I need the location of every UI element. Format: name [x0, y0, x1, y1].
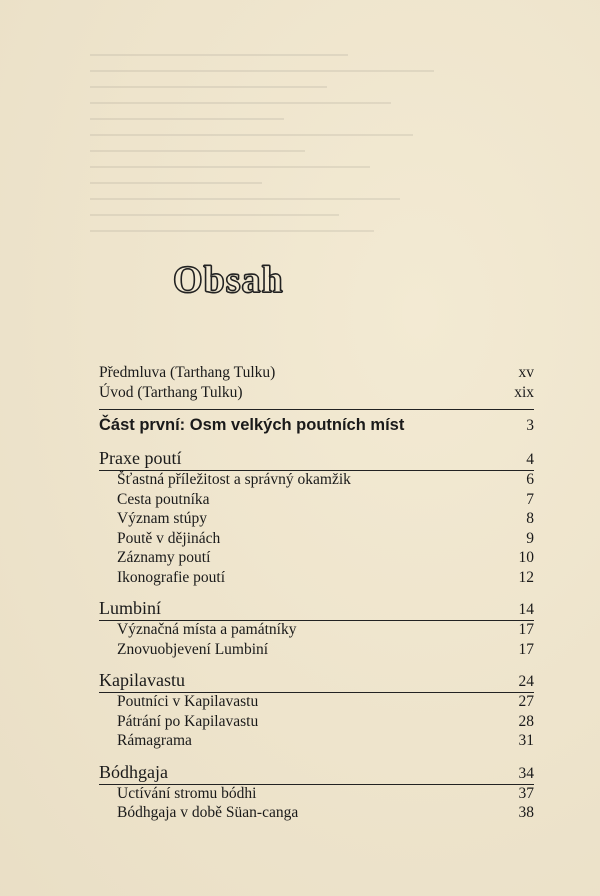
toc-entry[interactable] [99, 569, 534, 589]
toc-entry-label: Poutě v dějinách [117, 529, 221, 547]
toc-entry[interactable] [99, 785, 534, 805]
toc-entry-page: 10 [518, 549, 534, 566]
toc-chapter-page: 24 [518, 673, 534, 690]
toc-entry-page: 27 [518, 693, 534, 710]
toc-entry[interactable] [99, 641, 534, 661]
toc-chapter-label: Lumbiní [99, 598, 161, 618]
toc-chapter-label: Bódhgaja [99, 761, 168, 782]
toc-entry-label: Cesta poutníka [117, 490, 210, 508]
toc-chapter-page: 14 [518, 601, 534, 618]
toc-entry-label: Pátrání po Kapilavastu [117, 712, 259, 730]
toc-chapter-heading[interactable] [99, 448, 534, 471]
toc-chapter-heading[interactable] [99, 670, 534, 693]
toc-entry-label: Ikonografie poutí [117, 568, 226, 586]
toc-entry-page: 28 [518, 712, 534, 730]
toc-chapter-heading[interactable] [99, 762, 534, 785]
toc-entry-label: Znovuobjevení Lumbiní [117, 640, 269, 658]
toc-entry-page: 38 [518, 804, 534, 821]
toc-chapter-page: 4 [526, 451, 534, 468]
toc-chapter [99, 762, 534, 824]
toc-entry-label: Záznamy poutí [117, 549, 211, 566]
toc-entry[interactable] [99, 530, 534, 550]
toc-entry-page: 8 [526, 510, 534, 527]
toc-part-heading[interactable] [99, 416, 534, 440]
toc-entry-page: 9 [526, 529, 534, 547]
toc-chapter-label: Kapilavastu [99, 670, 185, 690]
page-title: Obsah [173, 259, 284, 301]
toc-entry-page: xix [514, 383, 534, 401]
toc-chapter-label: Praxe poutí [99, 448, 182, 468]
toc-entry-page: 31 [518, 732, 534, 749]
toc-chapter [99, 670, 534, 752]
toc-entry[interactable] [99, 713, 534, 733]
toc-entry-label: Předmluva (Tarthang Tulku) [99, 364, 276, 381]
toc-entry-label: Bódhgaja v době Süan-canga [117, 804, 299, 821]
toc-entry[interactable] [99, 804, 534, 824]
toc-entry-page: 17 [518, 621, 534, 638]
toc-entry-page: 7 [526, 490, 534, 508]
toc-entry[interactable] [99, 471, 534, 491]
toc-entry[interactable] [99, 510, 534, 530]
toc-entry-label: Uctívání stromu bódhi [117, 784, 257, 802]
toc-part-label: Část první: Osm velkých poutních míst [99, 416, 405, 434]
toc-entry[interactable] [99, 693, 534, 713]
toc-entry[interactable] [99, 549, 534, 569]
toc-entry-label: Šťastná příležitost a správný okamžik [117, 471, 351, 488]
table-of-contents [99, 364, 534, 824]
toc-entry-page: 17 [518, 640, 534, 658]
toc-entry[interactable] [99, 732, 534, 752]
toc-entry[interactable] [99, 384, 534, 404]
toc-entry-label: Význačná místa a památníky [117, 621, 297, 638]
toc-entry-label: Rámagrama [117, 732, 192, 749]
toc-entry-label: Poutníci v Kapilavastu [117, 693, 259, 710]
toc-entry-page: xv [518, 364, 534, 381]
toc-entry-page: 12 [518, 568, 534, 586]
toc-part-page: 3 [526, 417, 534, 434]
toc-entry[interactable] [99, 621, 534, 641]
toc-entry-label: Úvod (Tarthang Tulku) [99, 383, 243, 401]
part-divider [99, 409, 534, 410]
toc-entry-page: 6 [526, 471, 534, 488]
toc-chapter [99, 598, 534, 660]
toc-entry-page: 37 [518, 784, 534, 802]
toc-chapter-heading[interactable] [99, 598, 534, 621]
toc-entry-label: Význam stúpy [117, 510, 207, 527]
toc-entry[interactable] [99, 364, 534, 384]
toc-chapter [99, 448, 534, 588]
toc-entry[interactable] [99, 491, 534, 511]
toc-chapter-page: 34 [518, 764, 534, 782]
